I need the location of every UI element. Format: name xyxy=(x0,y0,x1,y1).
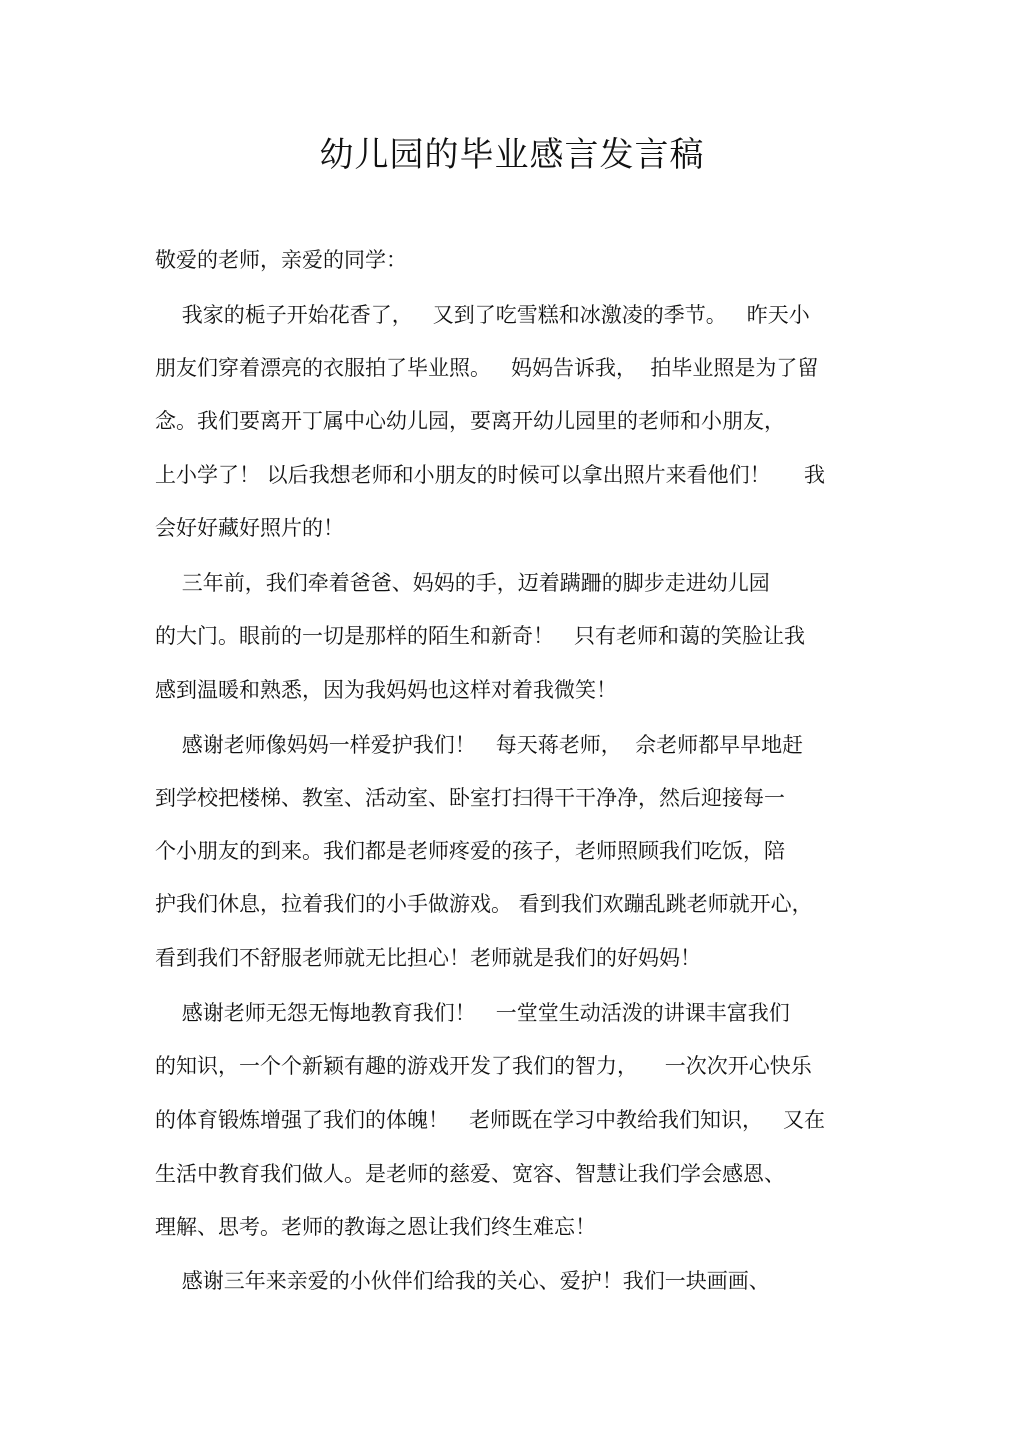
body-line: 感谢老师像妈妈一样爱护我们！ 每天蒋老师， 佘老师都早早地赶 xyxy=(155,733,804,757)
body-line: 念。我们要离开丁属中心幼儿园，要离开幼儿园里的老师和小朋友， xyxy=(155,409,785,433)
body-line: 三年前，我们牵着爸爸、妈妈的手，迈着蹒跚的脚步走进幼儿园 xyxy=(155,571,770,595)
body-line: 感到温暖和熟悉，因为我妈妈也这样对着我微笑！ xyxy=(155,678,617,702)
greeting-line: 敬爱的老师，亲爱的同学： xyxy=(155,248,407,272)
body-line: 感谢老师无怨无悔地教育我们！ 一堂堂生动活泼的讲课丰富我们 xyxy=(155,1001,790,1025)
body-line: 感谢三年来亲爱的小伙伴们给我的关心、爱护！我们一块画画、 xyxy=(155,1269,770,1293)
body-line: 的知识，一个个新颖有趣的游戏开发了我们的智力， 一次次开心快乐 xyxy=(155,1054,812,1078)
body-line: 的体育锻炼增强了我们的体魄！ 老师既在学习中教给我们知识， 又在 xyxy=(155,1108,826,1132)
body-line: 到学校把楼梯、教室、活动室、卧室打扫得干干净净，然后迎接每一 xyxy=(155,786,785,810)
body-line: 生活中教育我们做人。是老师的慈爱、宽容、智慧让我们学会感恩、 xyxy=(155,1162,785,1186)
body-line: 个小朋友的到来。我们都是老师疼爱的孩子，老师照顾我们吃饭，陪 xyxy=(155,839,785,863)
body-line: 看到我们不舒服老师就无比担心！老师就是我们的好妈妈！ xyxy=(155,946,701,970)
body-line: 会好好藏好照片的！ xyxy=(155,516,344,540)
body-line: 我家的栀子开始花香了， 又到了吃雪糕和冰激凌的季节。 昨天小 xyxy=(155,303,810,327)
body-line: 的大门。眼前的一切是那样的陌生和新奇！ 只有老师和蔼的笑脸让我 xyxy=(155,624,806,648)
body-line: 上小学了！ 以后我想老师和小朋友的时候可以拿出照片来看他们！ 我 xyxy=(155,463,826,487)
body-line: 理解、思考。老师的教诲之恩让我们终生难忘！ xyxy=(155,1215,596,1239)
body-line: 护我们休息，拉着我们的小手做游戏。 看到我们欢蹦乱跳老师就开心， xyxy=(155,892,813,916)
body-line: 朋友们穿着漂亮的衣服拍了毕业照。 妈妈告诉我， 拍毕业照是为了留 xyxy=(155,356,819,380)
document-title: 幼儿园的毕业感言发言稿 xyxy=(319,135,705,175)
